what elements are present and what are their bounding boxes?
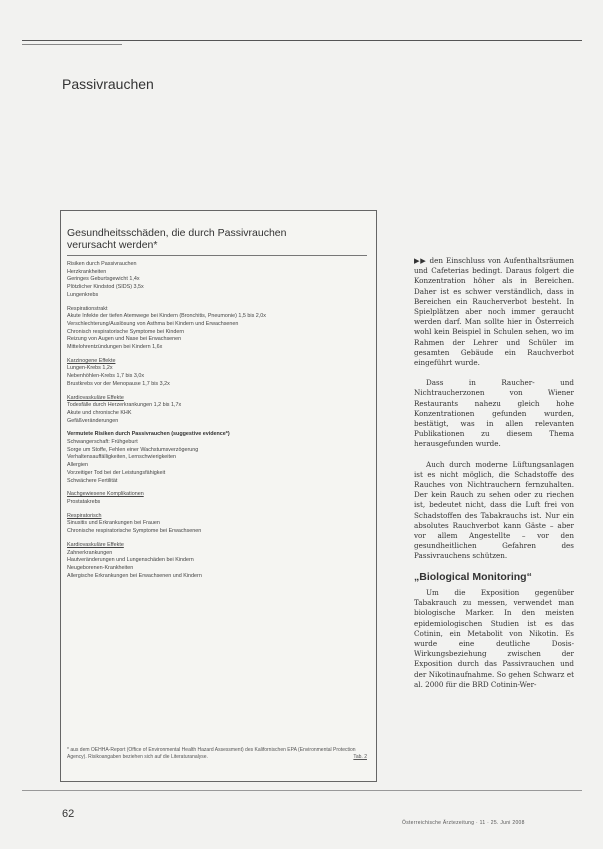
box-section-title: Nachgewiesene Komplikationen [67, 491, 144, 498]
box-section-item: Sinusitis und Erkrankungen bei Frauen [67, 520, 160, 527]
paragraph-2: Dass in Raucher- und Nichtraucherzonen von Wiener Restaurants nahezu gleich hohe Konzentrationen gefunden wurden, bestätigt, was in allen relevanten Publikationen zu diesem Thema herausgefunden wurde. [414, 378, 574, 449]
arrow-icon: ▶▶ [414, 256, 430, 265]
top-rule [22, 40, 582, 41]
box-section-item: Brustkrebs vor der Menopause 1,7 bis 3,2x [67, 380, 170, 387]
box-section [67, 491, 367, 506]
box-section [67, 306, 367, 352]
box-section-item: Hautveränderungen und Lungenschäden bei Kindern [67, 557, 194, 564]
box-section [67, 261, 367, 300]
box-section-item: Gefäßveränderungen [67, 417, 119, 424]
paragraph-4: Um die Exposition gegenüber Tabakrauch zu messen, verwendet man biologische Marker. In den meisten epidemiologischen Studien ist es das Cotinin, ein Metabolit von Nikotin. Es wurde eine deutliche Dosis-Wirkungsbeziehung zwischen der Exposition durch das Passivrauchen und der Nikotinaufnahme. So gehen Schwarz et al. 2000 für die BRD Cotinin-Wer- [414, 587, 574, 689]
box-section-item: Allergische Erkrankungen bei Erwachsenen und Kindern [67, 572, 202, 579]
box-footnote [67, 747, 367, 761]
box-section-title: Respiratorisch [67, 512, 102, 519]
box-heading [67, 227, 367, 251]
box-section-item: Reizung von Augen und Nase bei Erwachsenen [67, 336, 182, 343]
box-section-item: Verhaltensauffälligkeiten, Lernschwierigkeiten [67, 454, 176, 461]
footnote-text: * aus dem OEHHA-Report (Office of Environmental Health Hazard Assessment) des Kalifornischen EPA (Environmental Protection Agency). Risikoangaben beziehen sich auf die Literaturanalyse. [67, 747, 356, 760]
text-column [414, 256, 574, 700]
box-section [67, 542, 367, 581]
box-section-title: Karzinogene Effekte [67, 357, 116, 364]
box-section-item: Lungen-Krebs 1,2x [67, 365, 113, 372]
box-section-item: Sorge um Stoffe, Fehlen einer Wachstumsverzögerung [67, 446, 199, 453]
box-heading-line-2: verursacht werden* [67, 239, 158, 251]
box-section [67, 395, 367, 426]
box-section-item: Chronisch respiratorische Symptome bei Kindern [67, 328, 185, 335]
journal-footer: Österreichische Ärztezeitung · 11 · 25. Juni 2008 [402, 820, 525, 826]
box-section-item: Zahnerkrankungen [67, 549, 113, 556]
box-section-item: Herzkrankheiten [67, 268, 107, 275]
box-section-item: Allergien [67, 462, 88, 469]
box-section-title: Kardiovaskuläre Effekte [67, 394, 124, 401]
box-section-item: Neugeborenen-Krankheiten [67, 564, 134, 571]
box-divider [67, 255, 367, 256]
footnote-ref: Tab. 2 [353, 754, 367, 760]
box-section-title: Vermutete Risiken durch Passivrauchen (suggestive evidence*) [67, 431, 230, 438]
box-section-item: Schwangerschaft: Frühgeburt [67, 439, 138, 446]
top-rule-short [22, 44, 122, 45]
box-section-item: Lungenkrebs [67, 291, 99, 298]
box-section-title: Kardiovaskuläre Effekte [67, 541, 124, 548]
box-section [67, 431, 367, 485]
box-section [67, 513, 367, 536]
section-title: Passivrauchen [62, 76, 154, 92]
box-section-item: Plötzlicher Kindstod (SIDS) 3,5x [67, 284, 144, 291]
box-heading-line-1: Gesundheitsschäden, die durch Passivrauchen [67, 227, 287, 239]
box-section-item: Schwächere Fertilität [67, 477, 118, 484]
box-section-title: Respirationstrakt [67, 305, 108, 312]
box-body [67, 261, 367, 580]
paragraph-3: Auch durch moderne Lüftungsanlagen ist es nicht möglich, die Schadstoffe des Rauches von Nichtrauchern fernzuhalten. Der kein Rauch zu sehen oder zu riechen ist, bedeutet nicht, dass die Luft frei von Schadstoffen des Tabakrauchs ist. Nur ein absolutes Rauchverbot kann Gäste – aber vor allem Angestellte – vor den gesundheitlichen Gefahren des Passivrauchens schützen. [414, 459, 574, 561]
subheading: „Biological Monitoring“ [414, 570, 532, 583]
box-section-item: Mittelohrentzündungen bei Kindern 1,6x [67, 344, 163, 351]
box-section-item: Chronische respiratorische Symptome bei Erwachsenen [67, 528, 202, 535]
box-section [67, 358, 367, 389]
box-section-item: Nebenhöhlen-Krebs 1,7 bis 3,0x [67, 373, 145, 380]
page-number: 62 [62, 808, 75, 820]
box-section-item: Prostatakrebs [67, 498, 101, 505]
box-section-item: Verschlechterung/Auslösung von Asthma bei Kindern und Erwachsenen [67, 320, 239, 327]
paragraph-1: ▶▶ den Einschluss von Aufenthaltsräumen und Cafeterias bedingt. Daraus folgert die Konzentration höher als in Bereichen. Daher ist es schwer verständlich, dass in Bereichen ein Raucherverbot besteht. In Spielplätzen aber noch immer geraucht werden darf. Man sollte hier in Österreich wohl kein Beispiel in Schulen sehen, wo im Rahmen der Lehrer und Schüler im gesamten Gebäude ein Rauchverbot eingeführt wurde. [414, 256, 575, 368]
box-section-item: Geringes Geburtsgewicht 1,4x [67, 276, 140, 283]
box-section-item: Akute Infekte der tiefen Atemwege bei Kindern (Bronchitis, Pneumonie) 1,5 bis 2,0x [67, 313, 266, 320]
box-section-title: Risiken durch Passivrauchen [67, 261, 137, 267]
box-section-item: Vorzeitiger Tod bei der Leistungsfähigkeit [67, 469, 166, 476]
box-section-item: Akute und chronische KHK [67, 409, 132, 416]
footer-rule [22, 790, 582, 791]
box-section-item: Todesfälle durch Herzerkrankungen 1,2 bis 1,7x [67, 402, 182, 409]
info-box [60, 210, 377, 782]
